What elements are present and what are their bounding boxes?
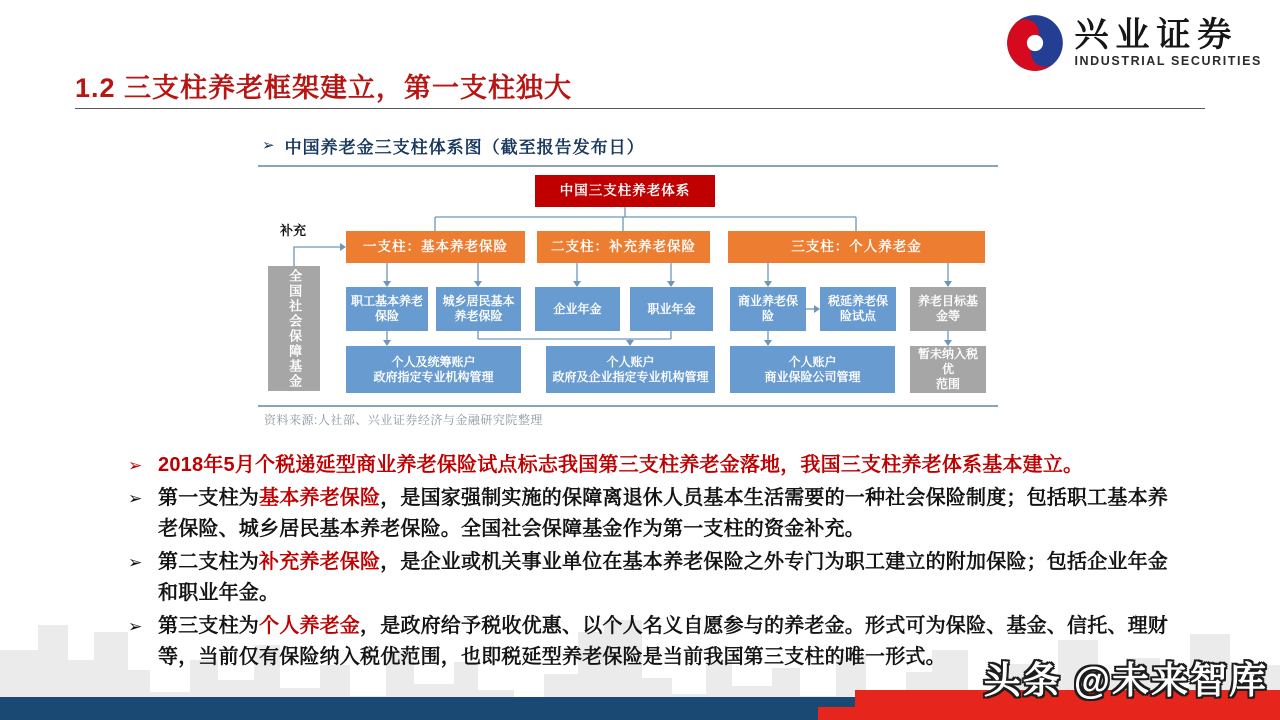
bullet-text-2: 第一支柱为基本养老保险，是国家强制实施的保障离退休人员基本生活需要的一种社会保险制度；包括职工基本养老保险、城乡居民基本养老保险。全国社会保障基金作为第一支柱的资金补充。	[158, 487, 1169, 540]
watermark-text: 头条 @未来智库	[983, 660, 1268, 701]
logo-name-cn: 兴业证券	[1074, 15, 1239, 54]
not-in-tax-scope-line2: 范围	[935, 377, 960, 391]
diagram-header	[258, 131, 998, 167]
pension-system-diagram-section	[258, 131, 998, 428]
occupational-annuity-box: 职业年金	[630, 287, 713, 331]
bottom-navy-bar	[0, 697, 857, 720]
not-in-tax-scope-box	[910, 346, 986, 393]
pillar1-account-line1: 个人及统筹账户	[391, 354, 476, 369]
diagram-canvas	[258, 169, 998, 405]
pillar1-box: 一支柱：基本养老保险	[346, 231, 525, 263]
pillar3-account-line2: 商业保险公司管理	[764, 369, 861, 384]
pillar1-account-box	[346, 346, 521, 393]
national-social-security-fund-label: 全国社会保障基金	[287, 268, 303, 389]
bullet-text-3: 第二支柱为补充养老保险，是企业或机关事业单位在基本养老保险之外专门为职工建立的附加保险；包括企业年金和职业年金。	[158, 551, 1169, 604]
pillar3-account-line1: 个人账户	[788, 354, 837, 369]
arrow-bullet-icon: ➢	[128, 489, 143, 508]
diagram-title: 中国养老金三支柱体系图（截至报告发布日）	[284, 138, 645, 157]
national-social-security-fund-box	[268, 266, 320, 391]
key-points-list	[128, 450, 1168, 675]
title-divider	[75, 108, 1205, 109]
pillar1-account-line2: 政府指定专业机构管理	[373, 369, 494, 384]
page-title: 1.2 三支柱养老框架建立，第一支柱独大	[75, 73, 573, 103]
bullet-item-1	[128, 450, 1168, 481]
resident-basic-pension-box: 城乡居民基本养老保险	[436, 287, 521, 331]
commercial-pension-insurance-box: 商业养老保险	[730, 287, 806, 331]
pillar2-account-box	[546, 346, 715, 393]
bullet-item-2	[128, 483, 1168, 545]
arrow-bullet-icon: ➢	[262, 137, 275, 154]
pillar2-account-line1: 个人账户	[606, 354, 655, 369]
logo-text	[1074, 15, 1262, 69]
arrow-bullet-icon: ➢	[128, 456, 143, 475]
arrow-bullet-icon: ➢	[128, 553, 143, 572]
tax-deferred-pilot-box: 税延养老保险试点	[820, 287, 896, 331]
pillar3-account-box	[730, 346, 895, 393]
arrow-bullet-icon: ➢	[128, 617, 143, 636]
enterprise-annuity-box: 企业年金	[535, 287, 620, 331]
employee-basic-pension-box: 职工基本养老保险	[346, 287, 428, 331]
root-box: 中国三支柱养老体系	[535, 175, 715, 207]
bullet-text-1: 2018年5月个税递延型商业养老保险试点标志我国第三支柱养老金落地，我国三支柱养老体系基本建立。	[158, 454, 1084, 476]
diagram-bottom-divider	[258, 405, 998, 407]
data-source-note: 资料来源:人社部、兴业证券经济与金融研究院整理	[264, 413, 543, 427]
pension-target-fund-box: 养老目标基金等	[910, 287, 986, 331]
logo-name-en: INDUSTRIAL SECURITIES	[1074, 54, 1262, 69]
pillar2-account-line2: 政府及企业指定专业机构管理	[552, 369, 709, 384]
company-logo	[1006, 14, 1262, 72]
pillar2-box: 二支柱：补充养老保险	[537, 231, 710, 263]
logo-swirl-icon	[994, 2, 1076, 84]
bullet-text-4: 第三支柱为个人养老金，是政府给予税收优惠、以个人名义自愿参与的养老金。形式可为保险、基金、信托、理财等，当前仅有保险纳入税优范围，也即税延型养老保险是当前我国第三支柱的唯一形式。	[158, 615, 1168, 668]
not-in-tax-scope-line1: 暂未纳入税优	[917, 347, 978, 376]
supplement-label: 补充	[280, 223, 307, 238]
bullet-item-3	[128, 547, 1168, 609]
pillar3-box: 三支柱：个人养老金	[728, 231, 985, 263]
